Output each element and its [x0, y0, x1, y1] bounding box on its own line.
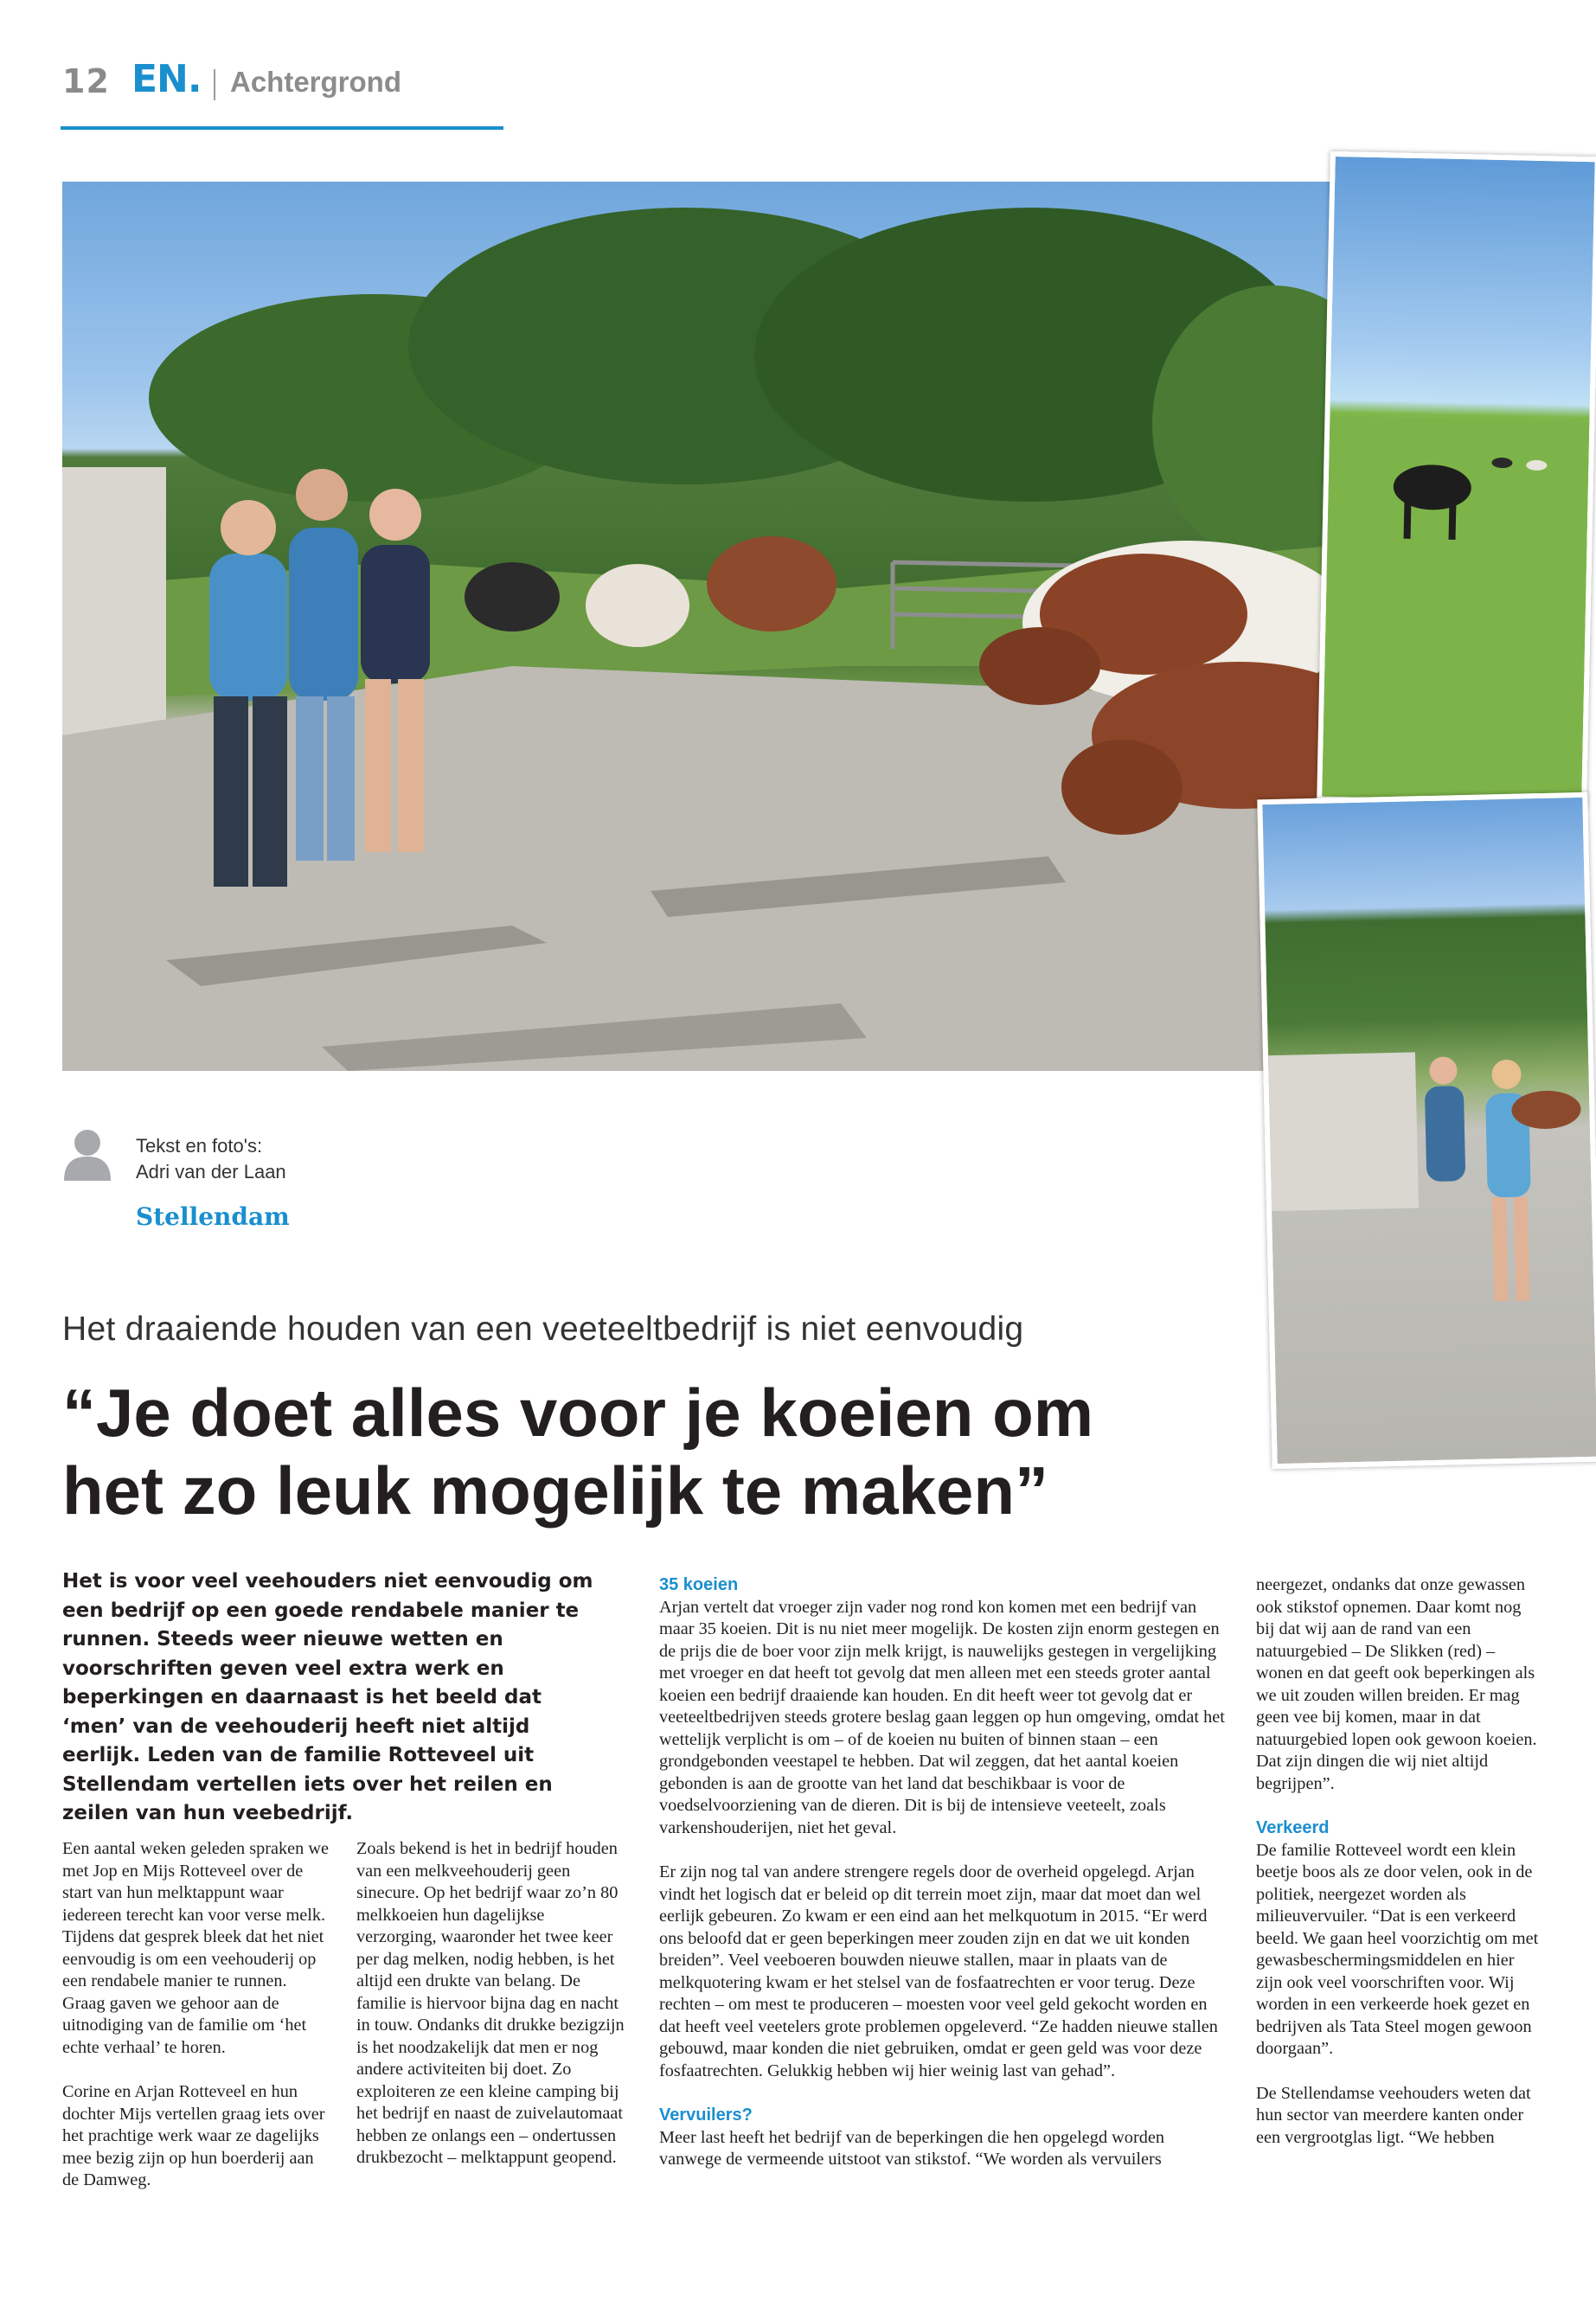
headline-line-2: het zo leuk mogelijk te maken”	[62, 1452, 1048, 1529]
dateline: Stellendam	[136, 1202, 290, 1231]
walking-photo	[1257, 792, 1596, 1469]
header-rule	[61, 126, 503, 130]
body-column-2	[356, 1838, 626, 2192]
subhead-verkeerd: Verkeerd	[1256, 1818, 1330, 1837]
body-paragraph: Meer last heeft het bedrijf van de beperkingen die hen opgelegd worden vanwege de vermeende uitstoot van stikstof. “We worden als vervuilers	[659, 2127, 1164, 2169]
body-column-4	[1256, 1574, 1542, 2171]
subhead-35-koeien: 35 koeien	[659, 1575, 739, 1594]
walking-photo-scene	[1262, 798, 1596, 1464]
body-paragraph: De familie Rotteveel wordt een klein beetje boos als ze door velen, ook in de politiek, neergezet worden als milieuvervuiler. “Dat is een verkeerd beeld. We gaan heel voorzichtig om met gewasbeschermingsmiddelen en hier zijn ook veel voorschriften voor. Wij worden in een verkeerde hoek gezet en bedrijven als Tata Steel mogen gewoon doorgaan”.	[1256, 1840, 1539, 2058]
body-paragraph: Een aantal weken geleden spraken we met Jop en Mijs Rotteveel over de start van hun melktappunt waar iedereen terecht kan voor verse melk. Tijdens dat gesprek bleek dat het niet eenvoudig is om een veehouderij op een rendabele manier te runnen. Graag gaven we gehoor aan de uitnodiging van de familie om ‘het echte verhaal’ te horen.	[62, 1839, 330, 2057]
body-paragraph: neergezet, ondanks dat onze gewassen ook stikstof opnemen. Daar komt nog bij dat wij aan de rand van een natuurgebied – De Slikken (red) – wonen en dat geeft ook beperkingen als we uit zouden willen breiden. Er mag geen vee bij komen, maar in dat natuurgebied lopen ook gewoon koeien. Dat zijn dingen die wij niet altijd begrijpen”.	[1256, 1575, 1537, 1793]
pasture-photo	[1317, 151, 1596, 807]
byline-label: Tekst en foto's:	[136, 1135, 263, 1157]
body-column-3	[659, 1574, 1230, 2194]
body-paragraph: Zoals bekend is het in bedrijf houden van een melkveehouderij geen sinecure. Op het bedrijf waar zo’n 80 melkkoeien hun dagelijkse verzorging, waaronder het twee keer per dag melken, nodig hebben, is het altijd een drukte van belang. De familie is hiervoor bijna dag en nacht in touw. Ondanks dit drukke bezigzijn is het noodzakelijk dat men er nog andere activiteiten bij doet. Zo exploiteren ze een kleine camping bij het bedrijf en naast de zuivelautomaat hebben ze onlangs een – ondertussen drukbezocht – melktappunt geopend.	[356, 1839, 625, 2167]
header-divider	[214, 69, 215, 100]
page-number: 12	[62, 62, 110, 100]
publication-logo: EN.	[131, 57, 202, 101]
body-paragraph: Er zijn nog tal van andere strengere regels door de overheid opgelegd. Arjan vindt het logisch dat er beleid op dit terrein moet zijn, maar dat moet dan wel eerlijk gebeuren. Zo kwam er een eind aan het melkquotum in 2015. “Er werd ons beloofd dat er geen beperkingen meer zouden zijn en dat we uit konden breiden”. Veel veeboeren bouwden nieuwe stallen, maar in plaats van de melkquotering kwam er het stelsel van de fosfaatrechten er voor terug. Deze rechten – om mest te produceren – moesten voor veel geld gekocht worden en dat heeft veel veetelers grote problemen opgeleverd. “Ze hadden nieuwe stallen gebouwd, maar konden die niet gebruiken, omdat er geen geld was voor deze fosfaatrechten. Gelukkig hebben wij hier weinig last van gehad”.	[659, 1862, 1218, 2080]
headline	[62, 1374, 1256, 1529]
body-paragraph: Corine en Arjan Rotteveel en hun dochter Mijs vertellen graag iets over het prachtige werk waar ze dagelijks mee bezig zijn op hun boerderij aan de Damweg.	[62, 2082, 325, 2189]
subhead-vervuilers: Vervuilers?	[659, 2106, 753, 2125]
main-photo	[62, 182, 1343, 1071]
byline-author: Adri van der Laan	[136, 1161, 286, 1183]
body-paragraph: De Stellendamse veehouders weten dat hun sector van meerdere kanten onder een vergrootglas ligt. “We hebben	[1256, 2083, 1531, 2147]
pasture-photo-scene	[1322, 157, 1594, 802]
body-column-1	[62, 1838, 332, 2214]
body-paragraph: Arjan vertelt dat vroeger zijn vader nog rond kon komen met een bedrijf van maar 35 koeien. Dit is nu niet meer mogelijk. De kosten zijn enorm gestegen en de prijs die de boer voor zijn melk krijgt, is nauwelijks gestegen in vergelijking met vroeger en dat heeft tot gevolg dat men alleen met een steeds groter aantal koeien een bedrijf draaiende kan houden. En dit heeft weer tot gevolg dat er veeteeltbedrijven steeds grotere beslag gaan leggen op hun omgeving, omdat het wettelijk verplicht is om – of de koeien nu buiten of binnen staan – een grondgebonden veestapel te hebben. Dat wil zeggen, dat het aantal koeien gebonden is aan de grootte van het land dat beschikbaar is voor de voedselvoorziening van de dieren. Dit is bij de intensieve veeteelt, zoals varkenshouderijen, niet het geval.	[659, 1597, 1225, 1837]
intro-paragraph: Het is voor veel veehouders niet eenvoudig om een bedrijf op een goede rendabele manier te runnen. Steeds weer nieuwe wetten en voorschriften geven veel extra werk en beperkingen en daarnaast is het beeld dat ‘men’ van de veehouderij heeft niet altijd eerlijk. Leden van de familie Rotteveel uit Stellendam vertellen iets over het reilen en zeilen van hun veebedrijf.	[62, 1570, 593, 1824]
headline-line-1: “Je doet alles voor je koeien om	[62, 1375, 1094, 1451]
main-photo-scene	[62, 182, 1343, 1071]
person-icon	[62, 1127, 112, 1181]
section-title: Achtergrond	[230, 66, 401, 98]
kicker: Het draaiende houden van een veeteeltbedrijf is niet eenvoudig	[62, 1311, 1024, 1348]
